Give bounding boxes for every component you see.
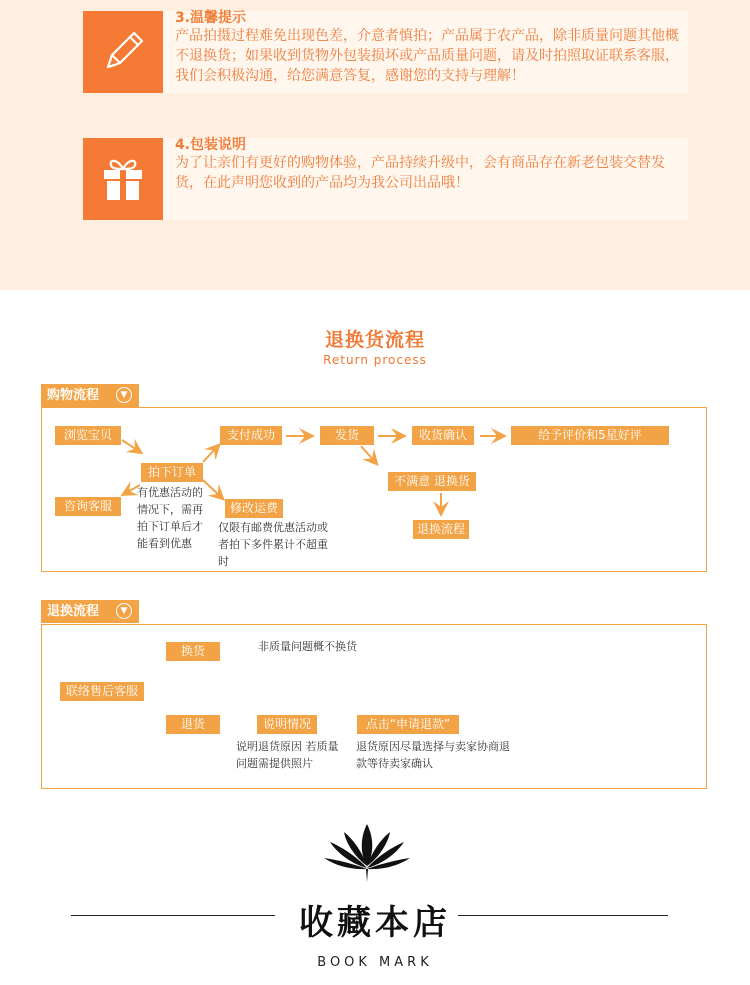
step-modify-fee: 修改运费: [225, 499, 283, 518]
step-confirm: 收货确认: [412, 426, 474, 445]
step-return-flow: 退换流程: [413, 520, 469, 539]
step-exchange: 换货: [166, 642, 220, 661]
step-order: 拍下订单: [141, 463, 203, 482]
chevron-down-icon: ▼: [116, 603, 132, 619]
bookmark-brand[interactable]: 收藏本店: [299, 903, 451, 943]
arrow: [124, 485, 140, 494]
note-no-exchange: 非质量问题概不换货: [258, 640, 357, 653]
step-browse: 浏览宝贝: [55, 426, 121, 445]
tip-title: 3.温馨提示: [175, 10, 247, 26]
lotus-icon: [322, 822, 412, 884]
step-review: 给予评价和5星好评: [511, 426, 669, 445]
step-consult: 咨询客服: [55, 497, 121, 516]
arrow: [203, 480, 222, 498]
step-ship: 发货: [320, 426, 374, 445]
note-shipping: 仅限有邮费优惠活动或者拍下多件累计不超重时: [218, 521, 328, 568]
arrow: [122, 440, 140, 452]
tab-returns-flow[interactable]: [41, 600, 139, 623]
arrow: [203, 446, 218, 462]
step-apply-refund: 点击“申请退款”: [357, 715, 459, 734]
section-title: 退换货流程: [324, 329, 425, 351]
step-pay: 支付成功: [220, 426, 282, 445]
tip-title: 4.包装说明: [175, 137, 247, 153]
section-subtitle: Return process: [323, 353, 427, 367]
step-refund: 退货: [166, 715, 220, 734]
note-negotiate: 退货原因尽量选择与卖家协商退款等待卖家确认: [356, 740, 510, 770]
step-unsatisfied: 不满意 退换货: [388, 472, 476, 491]
tip-text: 产品拍摄过程难免出现色差，介意者慎拍；产品属于农产品，除非质量问题其他概不退换货；如果收到货物外包装损坏或产品质量问题，请及时拍照取证联系客服，我们会积极沟通，给您满意答复，感谢您的支持与理解！: [175, 28, 679, 84]
tab-label: 购物流程: [47, 388, 100, 403]
tab-label: 退换流程: [47, 604, 100, 619]
bookmark-subtitle: BOOK MARK: [317, 955, 433, 970]
arrow: [361, 446, 376, 463]
step-explain: 说明情况: [257, 715, 317, 734]
note-discount: 有优惠活动的情况下，需再拍下订单后才能看到优惠: [137, 486, 203, 550]
step-contact-service: 联络售后客服: [60, 682, 144, 701]
tip-text: 为了让亲们有更好的购物体验，产品持续升级中，会有商品存在新老包装交替发货，在此声明您收到的产品均为我公司出品哦！: [175, 155, 665, 191]
note-reason: 说明退货原因 若质量问题需提供照片: [236, 740, 339, 770]
chevron-down-icon: ▼: [116, 387, 132, 403]
